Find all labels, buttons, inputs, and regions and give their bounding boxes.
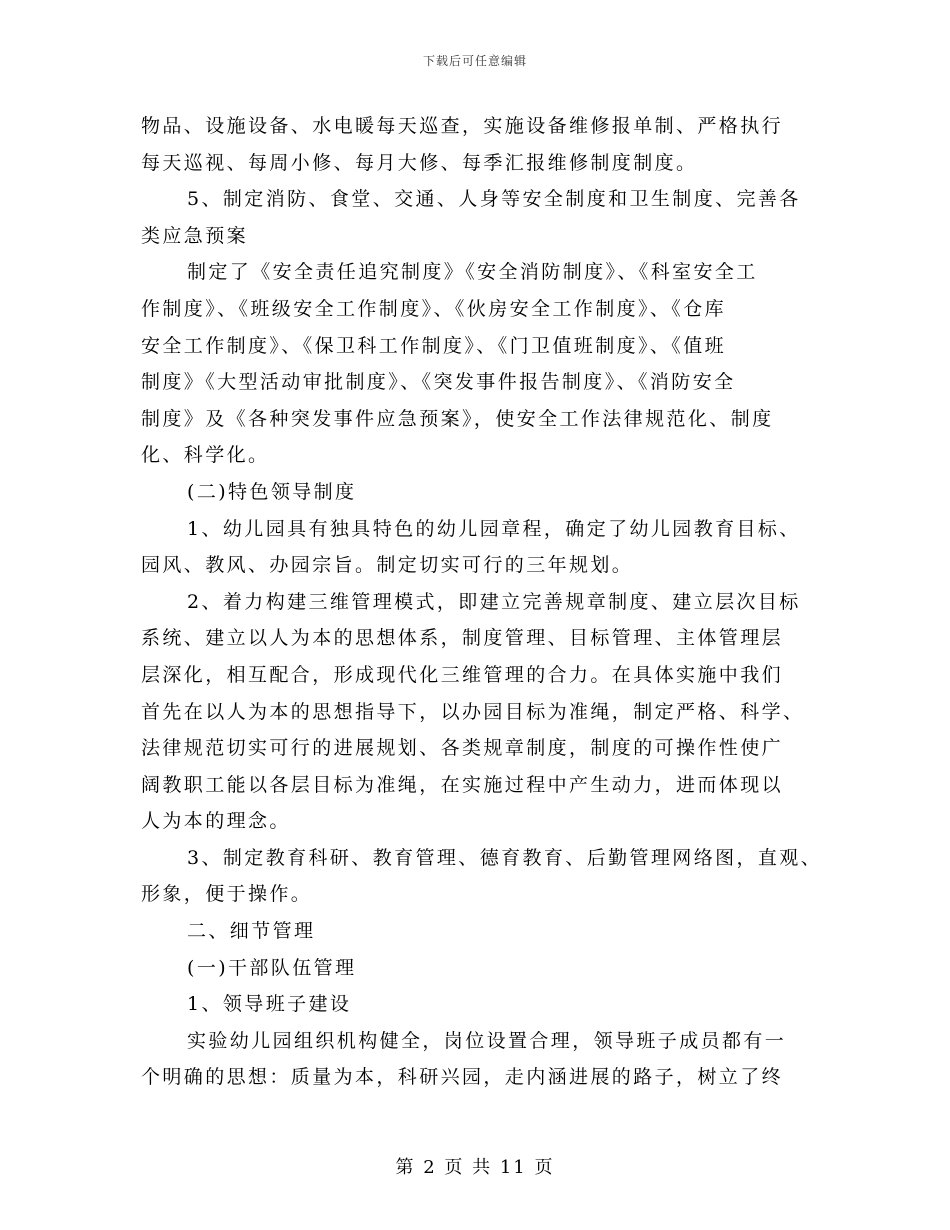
text-line: 层深化，相互配合，形成现代化三维管理的合力。在具体实施中我们 [141, 663, 784, 686]
text-line: 1、幼儿园具有独具特色的幼儿园章程，确定了幼儿园教育目标、 [187, 517, 801, 540]
page-footer: 第 2 页 共 11 页 [395, 1157, 555, 1178]
text-line: 5、制定消防、食堂、交通、人身等安全制度和卫生制度、完善各 [187, 188, 801, 211]
text-line: 制定了《安全责任追究制度》《安全消防制度》、《科室安全工 [187, 261, 758, 284]
text-line: 实验幼儿园组织机构健全，岗位设置合理，领导班子成员都有一 [187, 1029, 787, 1052]
page-header-note: 下载后可任意编辑 [422, 54, 527, 68]
text-line: 阔教职工能以各层目标为准绳，在实施过程中产生动力，进而体现以 [141, 773, 784, 796]
text-line: 类应急预案 [141, 224, 249, 247]
text-line: 系统、建立以人为本的思想体系，制度管理、目标管理、主体管理层 [141, 627, 784, 650]
text-line: 安全工作制度》、《保卫科工作制度》、《门卫值班制度》、《值班 [141, 334, 727, 357]
text-line: 3、制定教育科研、教育管理、德育教育、后勤管理网络图，直观、 [187, 846, 823, 869]
text-line: 二、细节管理 [187, 920, 316, 943]
text-line: 物品、设施设备、水电暖每天巡查，实施设备维修报单制、严格执行 [141, 115, 784, 137]
text-line: (二)特色领导制度 [187, 480, 357, 503]
text-line: 2、着力构建三维管理模式，即建立完善规章制度、建立层次目标 [187, 590, 801, 613]
text-line: 个明确的思想：质量为本，科研兴园，走内涵进展的路子，树立了终 [141, 1066, 784, 1089]
text-line: 作制度》、《班级安全工作制度》、《伙房安全工作制度》、《仓库 [141, 297, 727, 320]
text-line: (一)干部队伍管理 [187, 956, 357, 979]
text-line: 人为本的理念。 [141, 810, 291, 833]
text-line: 每天巡视、每周小修、每月大修、每季汇报维修制度制度。 [141, 151, 698, 174]
text-line: 形象，便于操作。 [141, 883, 313, 906]
text-line: 1、领导班子建设 [187, 993, 352, 1016]
text-line: 制度》《大型活动审批制度》、《突发事件报告制度》、《消防安全 [141, 371, 736, 394]
text-line: 园风、教风、办园宗旨。制定切实可行的三年规划。 [141, 554, 634, 577]
text-line: 化、科学化。 [141, 444, 270, 467]
text-line: 法律规范切实可行的进展规划、各类规章制度，制度的可操作性使广 [141, 737, 784, 760]
text-line: 制度》及《各种突发事件应急预案》，使安全工作法律规范化、制度 [141, 407, 774, 430]
text-line: 首先在以人为本的思想指导下，以办园目标为准绳，制定严格、科学、 [141, 700, 805, 723]
document-body [141, 108, 831, 1096]
